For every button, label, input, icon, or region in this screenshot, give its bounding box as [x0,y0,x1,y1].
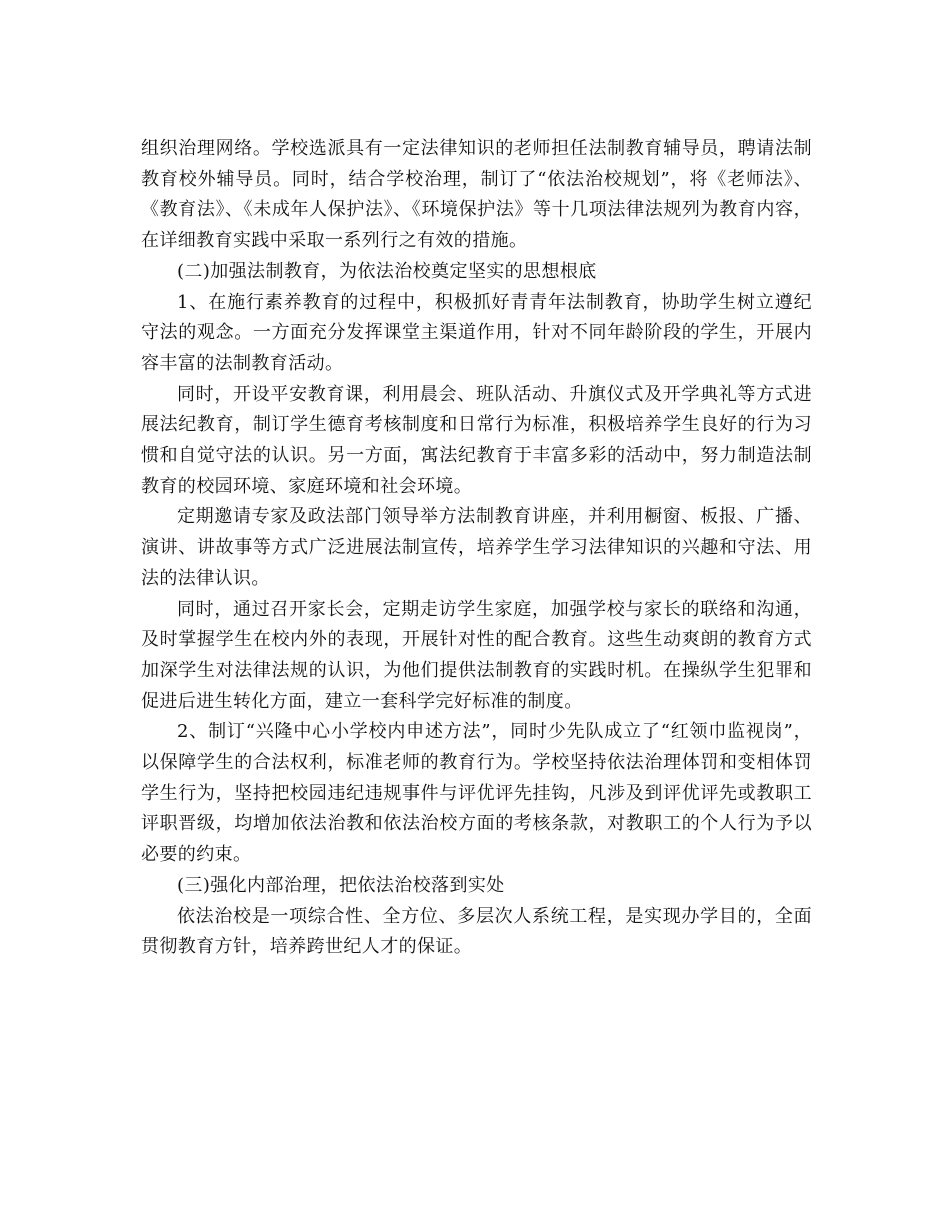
paragraph-parents: 同时，通过召开家长会，定期走访学生家庭，加强学校与家长的联络和沟通，及时掌握学生在校内外的表现，开展针对性的配合教育。这些生动爽朗的教育方式加深学生对法律法规的认识，为他们提供法制教育的实践时机。在操纵学生犯罪和促进后进生转化方面，建立一套科学完好标准的制度。 [141,598,812,712]
heading-section-two: (二)加强法制教育，为依法治校奠定坚实的思想根底 [177,260,597,282]
paragraph-network: 组织治理网络。学校选派具有一定法律知识的老师担任法制教育辅导员，聘请法制教育校外辅导员。同时，结合学校治理，制订了“依法治校规划”，将《老师法》、《教育法》、《未成年人保护法》、《环境保护法》等十几项法律法规列为教育内容，在详细教育实践中采取一系列行之有效的措施。 [141,138,812,252]
paragraph-item-one: 1、在施行素养教育的过程中，积极抓好青青年法制教育，协助学生树立遵纪守法的观念。一方面充分发挥课堂主渠道作用，针对不同年龄阶段的学生，开展内容丰富的法制教育活动。 [141,291,812,374]
paragraph-lectures: 定期邀请专家及政法部门领导举方法制教育讲座，并利用橱窗、板报、广播、演讲、讲故事等方式广泛进展法制宣传，培养学生学习法律知识的兴趣和守法、用法的法律认识。 [141,506,812,589]
paragraph-safety-education: 同时，开设平安教育课，利用晨会、班队活动、升旗仪式及开学典礼等方式进展法纪教育，制订学生德育考核制度和日常行为标准，积极培养学生良好的行为习惯和自觉守法的认识。另一方面，寓法纪教育于丰富多彩的活动中，努力制造法制教育的校园环境、家庭环境和社会环境。 [141,383,812,497]
paragraph-rule-of-law: 依法治校是一项综合性、全方位、多层次人系统工程，是实现办学目的，全面贯彻教育方针，培养跨世纪人才的保证。 [141,905,812,958]
document-body [141,134,812,963]
paragraph-item-two: 2、制订“兴隆中心小学校内申述方法”，同时少先队成立了“红领巾监视岗”，以保障学生的合法权利，标准老师的教育行为。学校坚持依法治理体罚和变相体罚学生行为，坚持把校园违纪违规事件与评优评先挂钩，凡涉及到评优评先或教职工评职晋级，均增加依法治教和依法治校方面的考核条款，对教职工的个人行为予以必要的约束。 [141,721,812,866]
heading-section-three: (三)强化内部治理，把依法治校落到实处 [177,874,505,896]
